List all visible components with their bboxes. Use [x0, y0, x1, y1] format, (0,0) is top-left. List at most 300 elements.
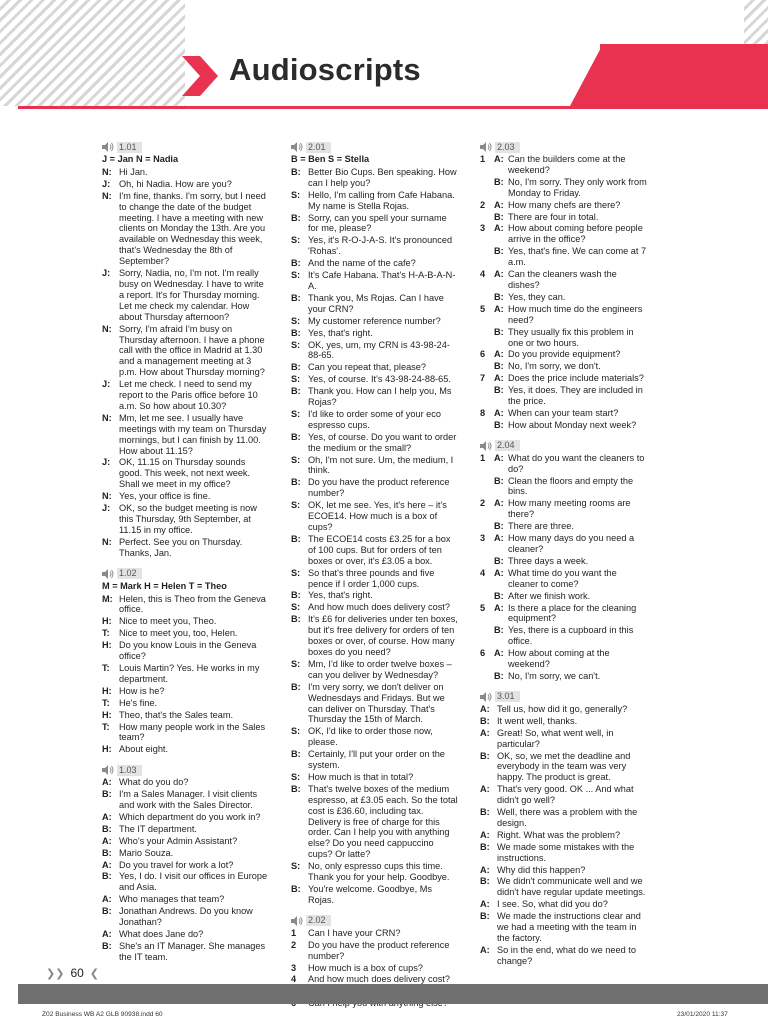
- numbered-line-b: [480, 212, 648, 223]
- script-line: [291, 190, 459, 212]
- speaker-label: A:: [494, 154, 504, 164]
- track-header: [480, 691, 648, 703]
- track-number: 1.02: [117, 568, 142, 579]
- speaker-label: H:: [102, 709, 112, 720]
- item-number: 6: [480, 648, 486, 659]
- line-text: And how much does delivery cost?: [308, 602, 450, 613]
- script-line: [291, 784, 459, 860]
- speaker-label: A:: [102, 859, 112, 870]
- speaker-label: S:: [291, 315, 301, 326]
- line-text: He's fine.: [119, 697, 158, 708]
- line-text: It went well, thanks.: [497, 715, 578, 726]
- speaker-label: T:: [102, 721, 110, 732]
- line-text: There are four in total.: [508, 211, 599, 222]
- line-text: I see. So, what did you do?: [497, 899, 608, 910]
- script-line: [102, 871, 268, 893]
- script-line: [102, 941, 268, 963]
- footer-bar: [18, 984, 750, 1004]
- script-line: [291, 316, 459, 327]
- numbered-line-b: [480, 420, 648, 431]
- speaker-label: S:: [291, 861, 301, 872]
- numbered-line-a: [480, 269, 648, 291]
- line-text: Yes, of course. It's 43-98-24-88-65.: [308, 374, 451, 385]
- line-text: Do you know Louis in the Geneva office?: [119, 640, 257, 662]
- speaker-label: A:: [494, 223, 504, 234]
- speaker-label: H:: [102, 616, 112, 627]
- line-text: Three days a week.: [508, 555, 589, 566]
- numbered-line-a: [480, 603, 648, 625]
- speaker-label: A:: [480, 727, 490, 738]
- line-text: They usually fix this problem in one or two hours.: [508, 326, 634, 348]
- line-text: How many meeting rooms are there?: [508, 498, 631, 520]
- line-text: Do you have the product reference number?: [308, 939, 450, 961]
- script-line: [102, 710, 268, 721]
- script-line: [291, 590, 459, 601]
- line-text: How about coming before people arrive in the office?: [508, 223, 643, 245]
- speaker-label: B:: [291, 292, 301, 303]
- speaker-icon: [291, 142, 303, 152]
- line-text: Can I have your CRN?: [308, 927, 401, 938]
- line-text: OK, 11.15 on Thursday sounds good. This week, not next week. Shall we meet in my office?: [119, 457, 251, 490]
- speaker-label: B:: [291, 258, 301, 269]
- line-text: Better Bio Cups. Ben speaking. How can I help you?: [308, 166, 457, 188]
- line-text: The IT department.: [119, 823, 197, 834]
- script-line: [480, 784, 648, 806]
- line-text: How many people work in the Sales team?: [119, 721, 266, 743]
- script-line: [102, 894, 268, 905]
- numbered-line-b: [480, 385, 648, 407]
- line-text: How much is that in total?: [308, 771, 414, 782]
- script-line: [102, 777, 268, 788]
- page-number-text: 60: [70, 966, 84, 980]
- speaker-label: B:: [494, 246, 504, 257]
- speaker-label: A:: [494, 567, 504, 578]
- speaker-label: 1: [291, 927, 297, 938]
- line-text: Yes, it does. They are included in the price.: [508, 385, 643, 407]
- line-text: How about Monday next week?: [508, 419, 637, 430]
- script-line: [291, 500, 459, 533]
- line-text: Sorry, Nadia, no, I'm not. I'm really busy on Wednesday. I have to write a report. It's for Thursday morning. Let me check my calendar. How about Thursday afternoon?: [119, 268, 264, 322]
- script-line: [291, 455, 459, 477]
- line-text: We made the instructions clear and we had a meeting with the team in the factory.: [497, 911, 641, 943]
- script-line: [102, 812, 268, 823]
- speaker-label: B:: [291, 431, 301, 442]
- speaker-label: B:: [291, 533, 301, 544]
- line-text: That's very good. OK ... And what didn't go well?: [497, 784, 634, 806]
- speaker-label: N:: [102, 323, 112, 334]
- speaker-label: J:: [102, 379, 111, 390]
- line-text: Mm, let me see. I usually have meetings with my team on Thursday mornings, but I can finish by 11.00. How about 11.15?: [119, 412, 267, 456]
- item-number-spacer: [480, 521, 494, 532]
- script-line: [480, 842, 648, 864]
- speaker-label: A:: [480, 944, 490, 955]
- speaker-label: B:: [494, 555, 504, 566]
- speaker-label: B:: [291, 783, 301, 794]
- line-text: The ECOE14 costs £3.25 for a box of 100 cups. But for orders of ten boxes or over, it's £3.05 a box.: [308, 533, 451, 566]
- line-text: Yes, they can.: [508, 291, 566, 302]
- track-header: [480, 141, 648, 153]
- line-text: What does Jane do?: [119, 929, 204, 939]
- page-number: [46, 966, 99, 980]
- item-number: 2: [480, 199, 486, 210]
- speaker-label: A:: [102, 835, 112, 846]
- line-text: How much is a box of cups?: [308, 962, 423, 973]
- speaker-label: A:: [494, 199, 504, 210]
- speaker-label: A:: [480, 829, 490, 840]
- script-line: [102, 268, 268, 323]
- line-text: Nice to meet you, Theo.: [119, 616, 217, 627]
- item-number: 5: [480, 303, 486, 314]
- speaker-label: B:: [494, 211, 504, 222]
- print-slug-left: Z02 Business WB A2 GLB 90938.indd 60: [42, 1011, 163, 1018]
- line-text: Thank you, Ms Rojas. Can I have your CRN?: [308, 292, 444, 314]
- script-line: [480, 899, 648, 910]
- item-number: 1: [480, 452, 486, 463]
- script-line: [102, 848, 268, 859]
- speaker-label: A:: [494, 498, 504, 509]
- speaker-label: A:: [102, 894, 112, 905]
- script-line: [291, 963, 459, 974]
- speaker-label: S:: [291, 235, 301, 246]
- numbered-line-a: [480, 453, 648, 475]
- line-text: Mario Souza.: [119, 847, 174, 858]
- line-text: Yes, I do. I visit our offices in Europe and Asia.: [119, 871, 268, 893]
- numbered-line-b: [480, 591, 648, 602]
- script-line: [291, 167, 459, 189]
- line-text: I'm very sorry, we don't deliver on Wednesdays and Fridays. But we can deliver on Thursday. That's Thursday the 15th of March.: [308, 681, 445, 725]
- line-text: Do you travel for work a lot?: [119, 859, 234, 870]
- speaker-label: S:: [291, 726, 301, 737]
- line-text: We didn't communicate well and we didn't have regular update meetings.: [497, 876, 646, 898]
- line-text: Right. What was the problem?: [497, 829, 621, 840]
- speaker-label: B:: [494, 590, 504, 601]
- numbered-line-a: [480, 533, 648, 555]
- speaker-label: B:: [291, 590, 301, 601]
- speaker-label: A:: [494, 407, 504, 418]
- line-text: Hi Jan.: [119, 166, 148, 177]
- line-text: My customer reference number?: [308, 315, 441, 326]
- line-text: No, only espresso cups this time. Thank you for your help. Goodbye.: [308, 861, 450, 883]
- speaker-label: B:: [480, 876, 490, 887]
- line-text: Yes, of course. Do you want to order the medium or the small?: [308, 431, 457, 453]
- script-line: [102, 698, 268, 709]
- item-number-spacer: [480, 556, 494, 567]
- speaker-label: B:: [102, 940, 112, 951]
- script-line: [480, 704, 648, 715]
- script-line: [291, 477, 459, 499]
- script-line: [480, 830, 648, 841]
- speaker-label: B:: [494, 385, 504, 396]
- speaker-label: B:: [102, 906, 112, 917]
- speaker-label: N:: [102, 491, 112, 502]
- speaker-label: S:: [291, 567, 301, 578]
- speaker-label: N:: [102, 536, 112, 547]
- line-text: Yes, it's R-O-J-A-S. It's pronounced 'Rohas'.: [308, 235, 453, 257]
- speaker-label: S:: [291, 270, 301, 281]
- script-line: [291, 374, 459, 385]
- item-number: 5: [480, 602, 486, 613]
- line-text: What time do you want the cleaner to come?: [508, 567, 617, 589]
- column-2: [291, 141, 459, 1010]
- line-text: Can the cleaners wash the dishes?: [508, 269, 617, 290]
- speaker-label: B:: [291, 749, 301, 760]
- item-number: 3: [480, 533, 486, 544]
- item-number-spacer: [480, 246, 494, 268]
- line-text: Perfect. See you on Thursday. Thanks, Jan.: [119, 536, 243, 558]
- numbered-line-b: [480, 361, 648, 372]
- line-text: I'd like to order some of your eco espresso cups.: [308, 408, 441, 430]
- line-text: OK, let me see. Yes, it's here – it's ECOE14. How much is a box of cups?: [308, 500, 447, 532]
- header-rule: [18, 106, 768, 109]
- track-header: [291, 141, 459, 153]
- line-text: OK, I'd like to order those now, please.: [308, 726, 433, 748]
- item-number-spacer: [480, 625, 494, 647]
- script-line: [102, 640, 268, 662]
- track-number: 2.03: [495, 142, 520, 153]
- item-number-spacer: [480, 476, 494, 498]
- speaker-label: B:: [480, 841, 490, 852]
- script-line: [291, 235, 459, 257]
- numbered-line-b: [480, 177, 648, 199]
- speaker-label: A:: [494, 602, 504, 613]
- line-text: Let me check. I need to send my report to the Paris office before 10 a.m. So how about 10.30?: [119, 379, 258, 411]
- track-header: [480, 440, 648, 452]
- numbered-line-b: [480, 556, 648, 567]
- script-line: [291, 682, 459, 726]
- line-text: How is he?: [119, 685, 165, 696]
- speaker-label: B:: [494, 176, 504, 187]
- line-text: When can your team start?: [508, 407, 619, 418]
- line-text: Nice to meet you, too, Helen.: [119, 628, 238, 639]
- numbered-line-a: [480, 373, 648, 384]
- script-line: [291, 328, 459, 339]
- numbered-line-b: [480, 476, 648, 498]
- script-line: [291, 772, 459, 783]
- item-number: 1: [480, 154, 486, 164]
- line-text: So in the end, what do we need to change?: [497, 944, 636, 966]
- speaker-label: S:: [291, 500, 301, 511]
- speaker-label: A:: [102, 777, 112, 788]
- numbered-line-b: [480, 625, 648, 647]
- numbered-line-a: [480, 223, 648, 245]
- script-line: [102, 491, 268, 502]
- speaker-label: T:: [102, 662, 110, 673]
- numbered-line-a: [480, 154, 648, 176]
- line-text: Why did this happen?: [497, 864, 586, 875]
- item-number: 8: [480, 407, 486, 418]
- line-text: And the name of the cafe?: [308, 258, 416, 269]
- script-line: [291, 726, 459, 748]
- line-text: That's twelve boxes of the medium espresso, at £3.05 each. So the total cost is £36.60, including tax. Delivery is free of charge for this order. Can I help you with anything else? Do you need cappuccino cups? Or latte?: [308, 783, 458, 860]
- line-text: How much time do the engineers need?: [508, 303, 643, 325]
- speaker-label: J:: [102, 178, 111, 189]
- speaker-label: A:: [480, 703, 490, 714]
- line-text: Yes, that's fine. We can come at 7 a.m.: [508, 246, 647, 268]
- column-3: [480, 141, 648, 968]
- item-number-spacer: [480, 327, 494, 349]
- speaker-label: A:: [480, 784, 490, 795]
- numbered-line-b: [480, 671, 648, 682]
- script-line: [102, 628, 268, 639]
- speaker-legend: M = Mark H = Helen T = Theo: [102, 580, 227, 591]
- line-text: What do you do?: [119, 777, 189, 788]
- speaker-label: B:: [291, 362, 301, 373]
- speaker-legend: B = Ben S = Stella: [291, 154, 370, 164]
- numbered-line-a: [480, 408, 648, 419]
- speaker-label: S:: [291, 658, 301, 669]
- script-line: [291, 534, 459, 567]
- script-line: [102, 744, 268, 755]
- track-number: 2.01: [306, 142, 331, 153]
- line-text: No, I'm sorry, we don't.: [508, 361, 601, 372]
- speaker-label: B:: [494, 670, 504, 681]
- speaker-label: B:: [494, 419, 504, 430]
- speaker-icon: [480, 692, 492, 702]
- script-line: [102, 906, 268, 928]
- track-header: [291, 915, 459, 927]
- speaker-label: A:: [480, 864, 490, 875]
- speaker-label: B:: [291, 884, 301, 894]
- item-number: 2: [480, 498, 486, 509]
- line-text: I'm a Sales Manager. I visit clients and work with the Sales Director.: [119, 789, 258, 811]
- track-header: [102, 141, 268, 153]
- script-line: [480, 807, 648, 829]
- script-line: [102, 324, 268, 379]
- line-text: Yes, that's right.: [308, 327, 373, 338]
- line-text: OK, yes, um, my CRN is 43-98-24-88-65.: [308, 339, 450, 361]
- line-text: How many days do you need a cleaner?: [508, 533, 635, 554]
- script-line: [291, 270, 459, 292]
- script-line: [291, 659, 459, 681]
- speaker-label: A:: [102, 929, 112, 939]
- speaker-label: B:: [480, 911, 490, 922]
- line-text: Does the price include materials?: [508, 373, 644, 384]
- line-text: Jonathan Andrews. Do you know Jonathan?: [119, 906, 253, 928]
- script-line: [102, 824, 268, 835]
- script-line: [480, 876, 648, 898]
- line-text: And how much does delivery cost?: [308, 974, 450, 985]
- speaker-label: J:: [102, 268, 111, 279]
- script-line: [102, 191, 268, 267]
- numbered-line-a: [480, 568, 648, 590]
- script-line: [102, 379, 268, 412]
- line-text: Yes, that's right.: [308, 590, 373, 601]
- speaker-icon: [291, 916, 303, 926]
- speaker-label: B:: [494, 625, 504, 636]
- line-text: Who's your Admin Assistant?: [119, 835, 238, 846]
- script-line: [102, 179, 268, 190]
- line-text: After we finish work.: [508, 590, 591, 601]
- script-line: [102, 789, 268, 811]
- line-text: Sorry, I'm afraid I'm busy on Thursday afternoon. I have a phone call with the office in Madrid at 1.30 and a management meeting at 3 p.m. How about Thursday morning?: [119, 323, 265, 378]
- speaker-label: M:: [102, 593, 113, 604]
- speaker-legend: J = Jan N = Nadia: [102, 154, 179, 164]
- script-line: [291, 409, 459, 431]
- script-line: [291, 602, 459, 613]
- speaker-label: S:: [291, 602, 301, 613]
- speaker-label: A:: [494, 452, 504, 463]
- line-text: Well, there was a problem with the design.: [497, 807, 638, 828]
- speaker-label: 3: [291, 962, 297, 973]
- script-line: [480, 728, 648, 750]
- speaker-label: N:: [102, 190, 112, 201]
- script-line: [291, 258, 459, 269]
- script-line: [480, 911, 648, 944]
- numbered-line-a: [480, 498, 648, 520]
- speaker-label: S:: [291, 454, 301, 465]
- item-number-spacer: [480, 177, 494, 199]
- speaker-label: S:: [291, 339, 301, 350]
- script-line: [102, 836, 268, 847]
- numbered-line-b: [480, 246, 648, 268]
- line-text: Louis Martin? Yes. He works in my department.: [119, 662, 260, 684]
- line-text: How about coming at the weekend?: [508, 648, 610, 670]
- script-line: [102, 167, 268, 178]
- numbered-line-a: [480, 349, 648, 360]
- track-number: 2.04: [495, 440, 520, 451]
- script-line: [291, 432, 459, 454]
- script-line: [291, 293, 459, 315]
- speaker-icon: [480, 441, 492, 451]
- line-text: It's Cafe Habana. That's H-A-B-A-N-A.: [308, 270, 456, 291]
- item-number-spacer: [480, 385, 494, 407]
- script-line: [291, 749, 459, 771]
- numbered-line-a: [480, 648, 648, 670]
- double-chevron-right-icon: ❯❯: [46, 967, 65, 980]
- line-text: It's £6 for deliveries under ten boxes, but it's free delivery for orders of ten boxes or over, of course. How many boxes do you need?: [308, 614, 458, 657]
- line-text: There are three.: [508, 521, 574, 532]
- speaker-label: B:: [494, 521, 504, 532]
- speaker-label: J:: [102, 503, 111, 514]
- speaker-label: A:: [494, 648, 504, 659]
- speaker-label: B:: [494, 475, 504, 486]
- speaker-label: A:: [480, 899, 490, 910]
- line-text: Who manages that team?: [119, 894, 225, 905]
- track-number: 1.03: [117, 765, 142, 776]
- speaker-label: N:: [102, 412, 112, 423]
- track-number: 3.01: [495, 691, 520, 702]
- item-number-spacer: [480, 671, 494, 682]
- speaker-label: A:: [494, 269, 504, 280]
- line-text: Great! So, what went well, in particular?: [497, 727, 614, 749]
- line-text: Certainly, I'll put your order on the system.: [308, 749, 445, 771]
- line-text: No, I'm sorry. They only work from Monday to Friday.: [508, 176, 647, 198]
- print-slug-right: 23/01/2020 11:37: [677, 1011, 728, 1018]
- script-line: [480, 751, 648, 784]
- speaker-label: B:: [291, 681, 301, 692]
- line-text: Do you have the product reference number?: [308, 477, 450, 499]
- numbered-line-a: [480, 200, 648, 211]
- footer-bar-end: [750, 984, 768, 1004]
- speaker-label: B:: [494, 361, 504, 372]
- script-line: [102, 594, 268, 616]
- chevron-right-icon: [180, 54, 220, 98]
- track-header: [102, 568, 268, 580]
- speaker-label: B:: [102, 847, 112, 858]
- script-line: [291, 386, 459, 408]
- script-line: [102, 722, 268, 744]
- line-text: OK, so, we met the deadline and everybody in the team was very happy. The product is great.: [497, 750, 631, 783]
- speaker-icon: [480, 142, 492, 152]
- line-text: Clean the floors and empty the bins.: [508, 475, 634, 497]
- speaker-label: B:: [291, 614, 301, 625]
- script-line: [291, 861, 459, 883]
- double-chevron-left-icon: ❮: [89, 967, 100, 980]
- speaker-label: B:: [494, 291, 504, 302]
- item-number: 7: [480, 373, 486, 384]
- speaker-label: B:: [494, 326, 504, 337]
- item-number-spacer: [480, 361, 494, 372]
